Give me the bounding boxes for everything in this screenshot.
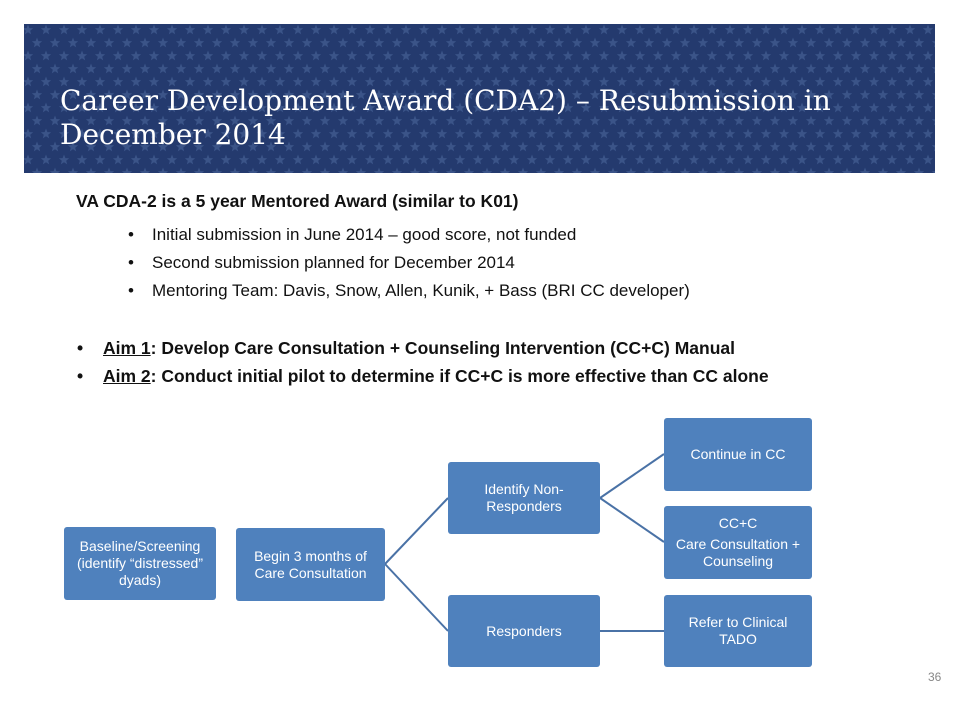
aim-2-label: Aim 2 [103,366,151,386]
aim-2-text: : Conduct initial pilot to determine if CC+C is more effective than CC alone [150,366,769,386]
bullet-text: Second submission planned for December 2014 [152,253,515,272]
box-ccc-title: CC+C [718,515,758,531]
bullet-dot: • [128,281,134,300]
bullet-dot: • [128,225,134,244]
bullet-dot: • [128,253,134,272]
box-baseline-label: Baseline/Screening (identify “distressed” dyads) [76,538,204,588]
box-continue-label: Continue in CC [690,446,786,462]
box-baseline-screening [64,527,216,600]
box-ccc-detail: Care Consultation + Counseling [675,536,801,569]
box-responders [448,595,600,667]
connector-identify-ccc [600,498,664,542]
slide-title: Career Development Award (CDA2) – Resubmission in December 2014 [60,84,831,151]
box-identify-label: Identify Non-Responders [484,481,564,514]
box-continue-in-cc [664,418,812,491]
box-refer-clinical-tado [664,595,812,667]
box-cc-plus-c [664,506,812,579]
box-refer-label: Refer to Clinical TADO [688,614,788,647]
aim-1-text: : Develop Care Consultation + Counseling Intervention (CC+C) Manual [150,338,736,358]
aim-1-label: Aim 1 [103,338,151,358]
box-identify-non-responders [448,462,600,534]
box-begin-care-consultation [236,528,385,601]
bullet-dot: • [77,366,84,386]
connector-begin-responders [385,564,448,631]
award-heading: VA CDA-2 is a 5 year Mentored Award (similar to K01) [76,191,519,211]
page-number: 36 [928,670,942,684]
bullet-text: Mentoring Team: Davis, Snow, Allen, Kunik, + Bass (BRI CC developer) [152,281,690,300]
box-begin-label: Begin 3 months of Care Consultation [254,547,367,581]
bullet-dot: • [77,338,84,358]
connector-identify-continue [600,454,664,498]
box-responders-label: Responders [486,622,562,639]
connector-begin-identify [385,498,448,564]
bullet-text: Initial submission in June 2014 – good score, not funded [152,225,577,244]
